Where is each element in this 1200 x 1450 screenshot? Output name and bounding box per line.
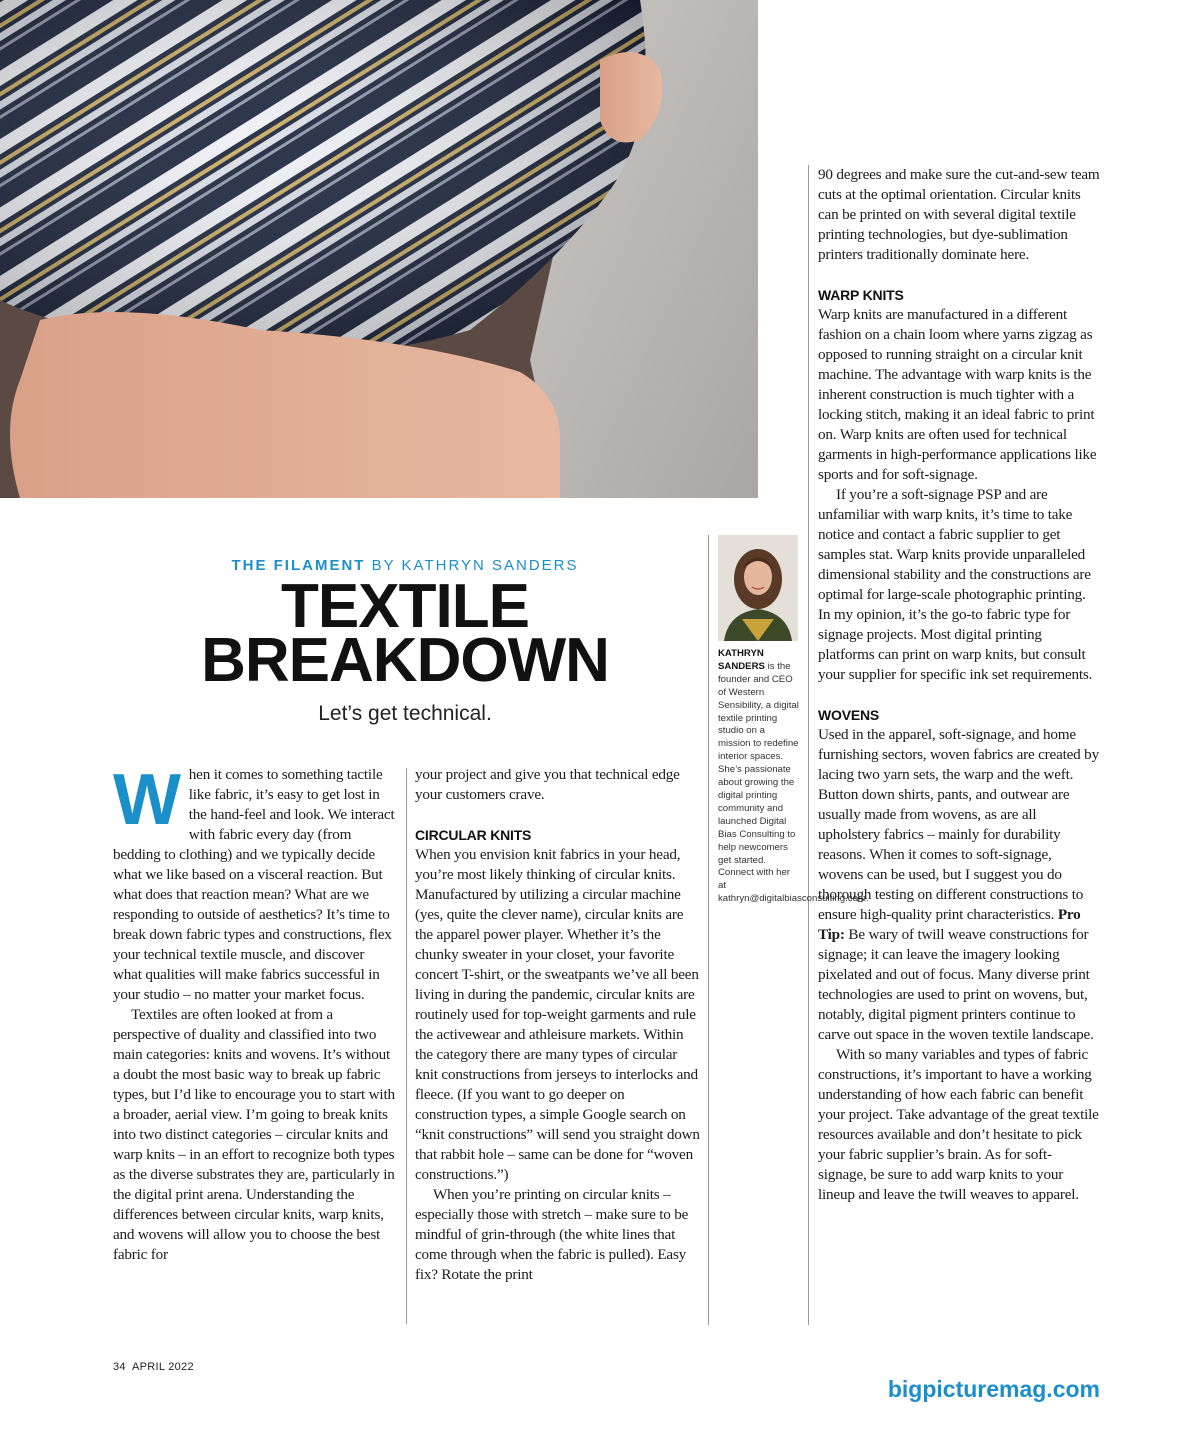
body-paragraph: 90 degrees and make sure the cut-and-sew team cuts at the optimal orientation. Circular knits can be printed on with several digital textile printing technologies, but dye-sublimation printers traditionally dominate here. xyxy=(818,166,1100,263)
body-paragraph xyxy=(113,760,396,1005)
body-column-3 xyxy=(818,165,1100,1205)
column-rule xyxy=(406,768,407,1324)
subhead-wovens: WOVENS xyxy=(818,707,880,723)
page-folio xyxy=(113,1361,194,1373)
article-deck: Let’s get technical. xyxy=(318,702,492,725)
striped-fabric-image xyxy=(0,0,758,498)
paragraph-text: hen it comes to something tactile like fabric, it’s easy to get lost in the hand-feel and look. We interact with fabric every day (from bedding to clothing) and we typically decide what we like based on a visceral reaction. But what does that reaction mean? What are we responding to outside of aesthetics? It’s time to break down fabric types and constructions, flex your technical textile muscle, and discover what qualities will make fabrics successful in your studio – no matter your market focus. xyxy=(113,766,395,1003)
paragraph-text: Used in the apparel, soft-signage, and home furnishing sectors, woven fabrics are created by lacing two yarn sets, the warp and the weft. Button down shirts, pants, and outwear are usually made from wovens, as are all upholstery fabrics – mainly for durability reasons. When it comes to soft-signage, wovens can be used, but I suggest you do thorough testing on different constructions to ensure high-quality print characteristics. xyxy=(818,726,1099,923)
author-portrait xyxy=(718,535,798,641)
hero-photo xyxy=(0,0,758,498)
body-paragraph: With so many variables and types of fabric constructions, it’s important to have a working understanding of how each fabric can benefit your project. Take advantage of the great textile resources available and don’t hesitate to pick your fabric supplier’s brain. As for soft-signage, be sure to add warp knits to your lineup and leave the twill weaves to apparel. xyxy=(818,1046,1099,1203)
body-paragraph: When you’re printing on circular knits – especially those with stretch – make sure to be mindful of grin-through (the white lines that come through when the fabric is pulled). Easy fix? Rotate the print xyxy=(415,1186,689,1283)
body-paragraph: If you’re a soft-signage PSP and are unfamiliar with warp knits, it’s time to take notice and contact a fabric supplier to get samples stat. Warp knits provide unparalleled dimensional stability and the constructions are optimal for large-scale photographic printing. In my opinion, it’s the go-to fabric type for signage projects. Most digital printing platforms can print on warp knits, but consult your supplier for specific ink set requirements. xyxy=(818,486,1093,683)
author-photo xyxy=(718,535,798,641)
author-name: KATHRYN SANDERS xyxy=(718,648,765,672)
byline: BY KATHRYN SANDERS xyxy=(371,557,579,574)
drop-cap: W xyxy=(113,760,181,840)
column-rule xyxy=(708,535,709,1325)
author-bio-text: is the founder and CEO of Western Sensibility, a digital textile printing studio on a mission to redefine interior spaces. She’s passionate about growing the digital printing community and launched Digital Bias Consulting to help newcomers get started. Connect with her at kathryn@digitalbiasconsulting.com. xyxy=(718,660,869,905)
website-link[interactable]: bigpicturemag.com xyxy=(887,1376,1100,1402)
issue-date: APRIL 2022 xyxy=(131,1361,194,1373)
column-rule xyxy=(808,165,809,1325)
headline-line-1: TEXTILE xyxy=(281,572,529,641)
headline-line-2: BREAKDOWN xyxy=(201,626,609,695)
pro-tip-label: Pro Tip: xyxy=(818,906,1081,943)
column-name: THE FILAMENT xyxy=(231,557,366,574)
page-number: 34 xyxy=(113,1361,126,1373)
body-paragraph: Textiles are often looked at from a perspective of duality and classified into two main categories: knits and wovens. It’s without a doubt the most basic way to break up fabric types, but I’d like to encourage you to start with a broader, aerial view. I’m going to break knits into two distinct categories – circular knits and warp knits – in an effort to recognize both types as the diverse substrates they are, particularly in the digital print arena. Understanding the differences between circular knits, warp knits, and wovens will allow you to choose the best fabric for xyxy=(113,1006,395,1263)
body-column-1 xyxy=(113,760,396,1265)
body-paragraph: Warp knits are manufactured in a different fashion on a chain loom where yarns zigzag as opposed to running straight on a circular knit machine. The advantage with warp knits is the inherent construction is much tighter with a locking stitch, making it an ideal fabric to print on. Warp knits are often used for technical garments in high-performance applications like sports and for soft-signage. xyxy=(818,306,1097,483)
subhead-circular-knits: CIRCULAR KNITS xyxy=(415,827,532,843)
body-paragraph xyxy=(818,725,1100,1045)
paragraph-text: Be wary of twill weave constructions for signage; it can leave the imagery looking pixelated and out of focus. Many diverse print technologies are used to print on wovens, but, notably, digital pigment printers continue to carve out space in the woven textile landscape. xyxy=(818,926,1094,1043)
subhead-warp-knits: WARP KNITS xyxy=(818,287,904,303)
body-column-2 xyxy=(415,765,700,1285)
article-headline xyxy=(100,572,710,695)
body-paragraph: When you envision knit fabrics in your head, you’re most likely thinking of circular knits. Manufactured by utilizing a circular machine (yes, quite the clever name), circular knits are the apparel power player. Whether it’s the chunky sweater in your closet, your favorite concert T-shirt, or the sweatpants we’ve all been living in during the pandemic, circular knits are routinely used for top-weight garments and rule the activewear and athleisure markets. Within the category there are many types of circular knit constructions from jerseys to interlocks and fleece. (If you want to go deeper on construction types, a simple Google search on “knit constructions” will send you straight down that rabbit hole – same can be done for “woven constructions.”) xyxy=(415,846,700,1183)
body-paragraph: your project and give you that technical edge your customers crave. xyxy=(415,766,680,803)
